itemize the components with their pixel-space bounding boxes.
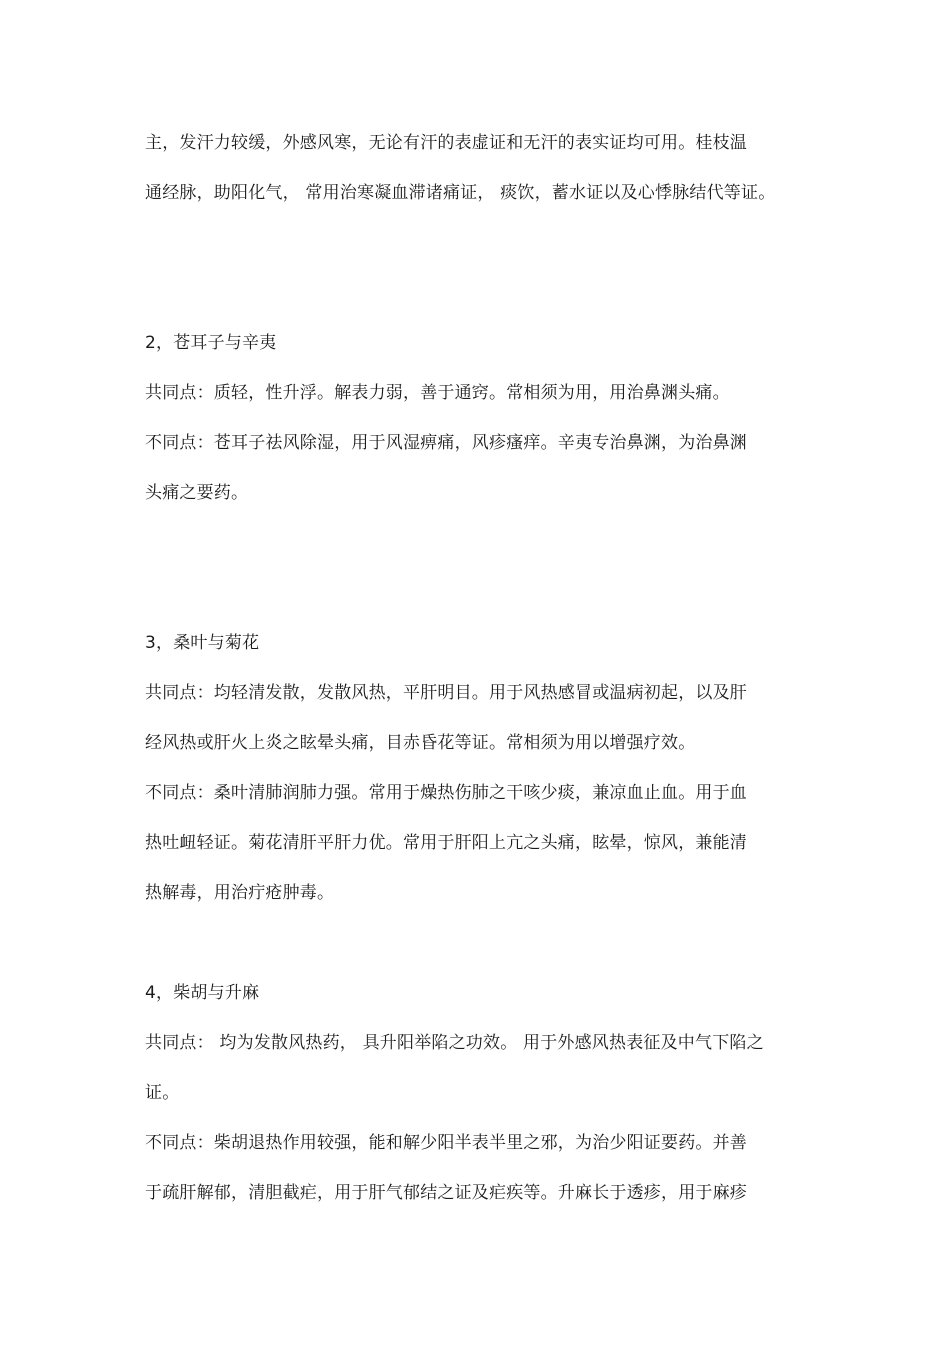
section-3-common-line-2: 经风热或肝火上炎之眩晕头痛，目赤昏花等证。常相须为用以增强疗效。 (145, 733, 696, 753)
section-4-diff-line-2: 于疏肝解郁，清胆截疟，用于肝气郁结之证及疟疾等。升麻长于透疹，用于麻疹 (145, 1183, 747, 1203)
section-2-common-line-1: 共同点：质轻，性升浮。解表力弱，善于通窍。常相须为用，用治鼻渊头痛。 (145, 383, 730, 403)
section-3-common-line-1: 共同点：均轻清发散，发散风热，平肝明目。用于风热感冒或温病初起，以及肝 (145, 683, 747, 703)
intro-line-1: 主，发汗力较缓，外感风寒，无论有汗的表虚证和无汗的表实证均可用。桂枝温 (145, 133, 747, 153)
section-2-heading: 2，苍耳子与辛夷 (145, 333, 277, 353)
section-4-common-line-1: 共同点： 均为发散风热药， 具升阳举陷之功效。 用于外感风热表征及中气下陷之 (145, 1033, 764, 1053)
section-2-diff-line-2: 头痛之要药。 (145, 483, 249, 503)
section-4-diff-line-1: 不同点：柴胡退热作用较强，能和解少阳半表半里之邪，为治少阳证要药。并善 (145, 1133, 747, 1153)
section-3-diff-line-2: 热吐衄轻证。菊花清肝平肝力优。常用于肝阳上亢之头痛，眩晕，惊风，兼能清 (145, 833, 747, 853)
section-4-heading: 4，柴胡与升麻 (145, 983, 260, 1003)
section-3-heading: 3，桑叶与菊花 (145, 633, 260, 653)
section-3-diff-line-3: 热解毒，用治疔疮肿毒。 (145, 883, 335, 903)
section-2-diff-line-1: 不同点：苍耳子祛风除湿，用于风湿痹痛，风疹瘙痒。辛夷专治鼻渊，为治鼻渊 (145, 433, 747, 453)
section-4-common-line-2: 证。 (145, 1083, 180, 1103)
section-3-diff-line-1: 不同点：桑叶清肺润肺力强。常用于燥热伤肺之干咳少痰，兼凉血止血。用于血 (145, 783, 747, 803)
intro-line-2: 通经脉，助阳化气， 常用治寒凝血滞诸痛证， 痰饮，蓄水证以及心悸脉结代等证。 (145, 183, 776, 203)
